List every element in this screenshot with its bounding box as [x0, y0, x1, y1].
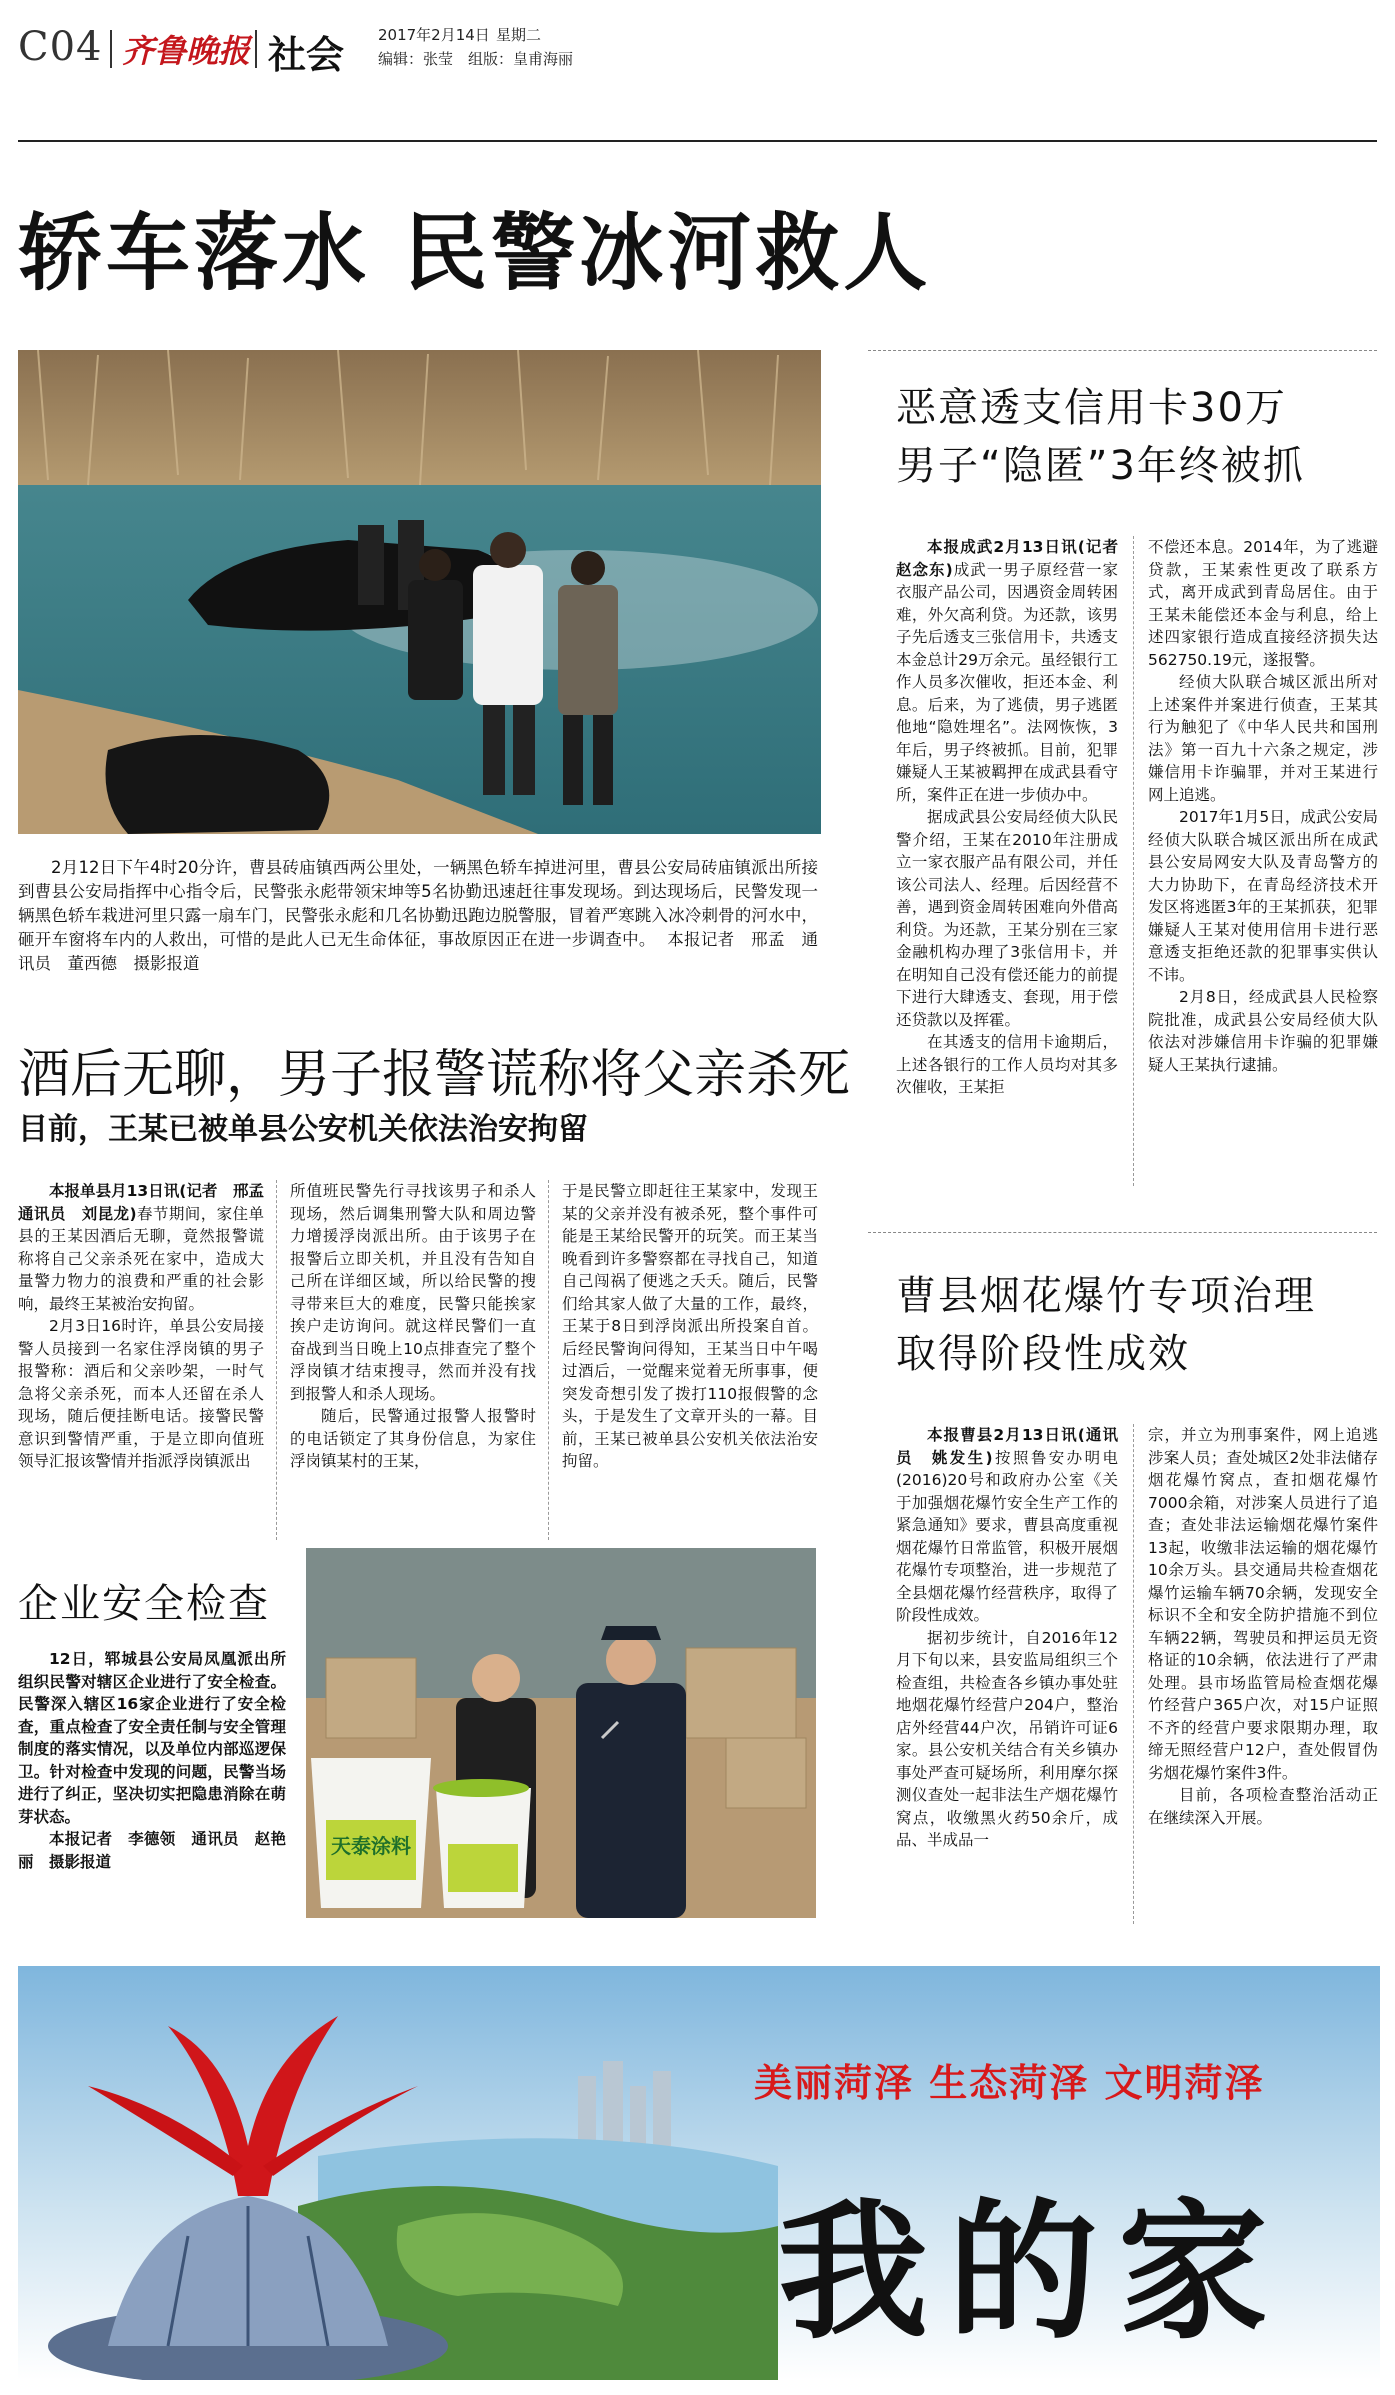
fireworks-column-2 [1148, 1424, 1378, 1829]
credit-card-col2-para3: 2017年1月5日，成武公安局经侦大队联合城区派出所在成武县公安局网安大队及青岛警方的大力协助下，在青岛经济技术开发区将逃匿3年的王某抓获，犯罪嫌疑人王某对使用信用卡进行恶意透支拒绝还款的犯罪事实供认不讳。 [1148, 808, 1378, 984]
fireworks-col2-para1: 宗，并立为刑事案件，网上追逃涉案人员；查处城区2处非法储存烟花爆竹窝点，查扣烟花爆竹7000余箱，对涉案人员进行了追查；查处非法运输烟花爆竹案件13起，收缴非法运输的烟花爆竹10余万头。县交通局共检查烟花爆竹运输车辆70余辆，发现安全标识不全和安全防护措施不到位车辆22辆，驾驶员和押运员无资格证的10余辆，依法进行了严肃处理。县市场监管局检查烟花爆竹经营户365户次，对15户证照不齐的经营户要求限期办理，取缔无照经营户12户，查处假冒伪劣烟花爆竹案件3件。 [1148, 1426, 1378, 1782]
false-report-col1-para2: 2月3日16时许，单县公安局接警人员接到一名家住浮岗镇的男子报警称：酒后和父亲吵架，一时气急将父亲杀死，而本人还留在杀人现场，随后便挂断电话。接警民警意识到警情严重，于是立即向值班领导汇报该警情并指派浮岗镇派出 [18, 1317, 264, 1470]
credit-card-col1-para2: 据成武县公安局经侦大队民警介绍，王某在2010年注册成立一家衣服产品有限公司，并任该公司法人、经理。后因经营不善，遇到资金周转困难向外借高利贷。为还款，王某分别在三家金融机构办理了3张信用卡，并在明知自己没有偿还能力的前提下进行大肆透支、套现，用于偿还贷款以及挥霍。 [896, 808, 1118, 1029]
story-divider [868, 1232, 1377, 1233]
header-divider [255, 30, 257, 68]
false-report-col1-para1: 春节期间，家住单县的王某因酒后无聊，竟然报警谎称将自己父亲杀死在家中，造成大量警力物力的浪费和严重的社会影响，最终王某被治安拘留。 [18, 1204, 264, 1313]
header-divider [110, 30, 112, 68]
false-report-column-3 [562, 1180, 818, 1473]
safety-headline: 企业安全检查 [18, 1581, 270, 1627]
column-rule [1133, 536, 1134, 1186]
false-report-subhead: 目前，王某已被单县公安机关依法治安拘留 [18, 1112, 588, 1147]
false-report-lead: 本报单县月13日讯(记者 邢孟 通讯员 刘昆龙) [18, 1182, 280, 1223]
bucket-label: 天泰涂料 [331, 1834, 411, 1858]
issue-weekday: 星期二 [496, 26, 542, 44]
lead-headline: 轿车落水 民警冰河救人 [18, 204, 932, 302]
credit-card-col2-para4: 2月8日，经成武县人民检察院批准，成武县公安局经侦大队依法对涉嫌信用卡诈骗的犯罪嫌疑人王某执行逮捕。 [1148, 988, 1378, 1074]
credit-card-column-2 [1148, 536, 1378, 1076]
banner-slogan: 美丽菏泽 生态菏泽 文明菏泽 [754, 2061, 1265, 2105]
fireworks-col1-para2: 据初步统计，自2016年12月下旬以来，县安监局组织三个检查组，共检查各乡镇办事处驻地烟花爆竹经营户204户，整治店外经营44户次，吊销许可证6家。县公安机关结合有关乡镇办事处严查可疑场所，利用摩尔探测仪查处一起非法生产烟花爆竹窝点，收缴黑火药50余斤，成品、半成品一 [896, 1628, 1118, 1849]
layout-credit: 组版：皇甫海丽 [468, 50, 574, 68]
photo-caption: 2月12日下午4时20分许，曹县砖庙镇西两公里处，一辆黑色轿车掉进河里，曹县公安局砖庙镇派出所接到曹县公安局指挥中心指令后，民警张永彪带领宋坤等5名协勤迅速赶往事发现场。到达现场后，民警发现一辆黑色轿车栽进河里只露一扇车门，民警张永彪和几名协勤迅跑边脱警服，冒着严寒跳入冰冷刺骨的河水中，砸开车窗将车内的人救出，可惜的是此人已无生命体征，事故原因正在进一步调查中。 [18, 858, 818, 949]
false-report-column-2 [290, 1180, 536, 1473]
page-number: C04 [18, 24, 103, 70]
credit-card-col2-para2: 经侦大队联合城区派出所对上述案件并案进行侦查，王某其行为触犯了《中华人民共和国刑法》第一百九十六条之规定，涉嫌信用卡诈骗罪，并对王某进行网上追逃。 [1148, 673, 1378, 804]
column-rule [1133, 1424, 1134, 1924]
column-rule [548, 1180, 549, 1540]
credit-card-col1-para3: 在其透支的信用卡逾期后，上述各银行的工作人员均对其多次催收，王某拒 [896, 1033, 1118, 1096]
safety-check-photo [306, 1548, 816, 1918]
safety-body: 12日，郓城县公安局凤凰派出所组织民警对辖区企业进行了安全检查。民警深入辖区16家企业进行了安全检查，重点检查了安全责任制与安全管理制度的落实情况，以及单位内部巡逻保卫。针对检查中发现的问题，民警当场进行了纠正，坚决切实把隐患消除在萌芽状态。 [18, 1650, 286, 1826]
issue-date: 2017年2月14日 [378, 26, 490, 44]
false-report-col2-para2: 随后，民警通过报警人报警时的电话锁定了其身份信息，为家住浮岗镇某村的王某， [290, 1407, 536, 1470]
fireworks-lead: 本报曹县2月13日讯(通讯员 姚发生) [896, 1426, 1118, 1467]
credit-card-title-line2: 男子“隐匿”3年终被抓 [896, 443, 1305, 489]
credit-card-column-1 [896, 536, 1134, 1099]
fireworks-col1-para1: 按照鲁安办明电(2016)20号和政府办公室《关于加强烟花爆竹安全生产工作的紧急通知》要求，曹县高度重视烟花爆竹日常监管，积极开展烟花爆竹专项整治，进一步规范了全县烟花爆竹经营秩序，取得了阶段性成效。 [896, 1448, 1118, 1624]
false-report-column-1 [18, 1180, 280, 1473]
story-divider [868, 350, 1377, 351]
credit-card-lead: 本报成武2月13日讯(记者 赵念东) [896, 538, 1134, 579]
section-title: 社会 [268, 33, 345, 77]
city-banner-ad [18, 1966, 1380, 2380]
column-rule [276, 1180, 277, 1540]
safety-body-column [18, 1648, 286, 1873]
header-rule [18, 140, 1377, 142]
fireworks-col2-para2: 目前，各项检查整治活动正在继续深入开展。 [1148, 1786, 1378, 1827]
fireworks-title-line1: 曹县烟花爆竹专项治理 [896, 1273, 1316, 1319]
fireworks-title-line2: 取得阶段性成效 [896, 1331, 1190, 1377]
credit-card-col2-para1: 不偿还本息。2014年，为了逃避贷款，王某索性更改了联系方式，离开成武到青岛居住。由于王某未能偿还本金与利息，给上述四家银行造成直接经济损失达562750.19元，遂报警。 [1148, 538, 1378, 669]
editor-credit: 编辑：张莹 [378, 50, 454, 68]
fireworks-column-1 [896, 1424, 1118, 1852]
car-rescue-photo [18, 350, 821, 834]
car-rescue-illustration [18, 350, 821, 834]
false-report-headline: 酒后无聊，男子报警谎称将父亲杀死 [18, 1045, 851, 1105]
newspaper-logo: 齐鲁晚报 [122, 32, 251, 70]
banner-big-text: 我的家 [778, 2184, 1289, 2360]
false-report-col2-para1: 所值班民警先行寻找该男子和杀人现场，然后调集刑警大队和周边警力增援浮岗派出所。由于该男子在报警后立即关机，并且没有告知自己所在详细区域，所以给民警的搜寻带来巨大的难度，民警只能挨家挨户走访询问。就这样民警们一直奋战到当日晚上10点排查完了整个浮岗镇才结束搜寻，然而并没有找到报警人和杀人现场。 [290, 1182, 536, 1403]
credit-card-title-line1: 恶意透支信用卡30万 [896, 385, 1287, 431]
photo-credit: 本报记者 邢孟 通讯员 董西德 摄影报道 [18, 930, 819, 973]
false-report-col3-para1: 于是民警立即赶往王某家中，发现王某的父亲并没有被杀死，整个事件可能是王某给民警开的玩笑。而王某当晚看到许多警察都在寻找自己，知道自己闯祸了便逃之夭夭。随后，民警们给其家人做了大量的工作，最终，王某于8日到浮岗派出所投案自首。后经民警询问得知，王某当日中午喝过酒后，一觉醒来觉着无所事事，便突发奇想引发了拨打110报假警的念头，于是发生了文章开头的一幕。目前，王某已被单县公安机关依法治安拘留。 [562, 1182, 818, 1470]
safety-check-illustration [306, 1548, 816, 1918]
credit-card-col1-para1: 成武一男子原经营一家衣服产品公司，因遇资金周转困难，外欠高利贷。为还款，该男子先后透支三张信用卡，共透支本金总计29万余元。虽经银行工作人员多次催收，拒还本金、利息。后来，为了逃债，男子逃匿他地“隐姓埋名”。法网恢恢，3年后，男子终被抓。目前，犯罪嫌疑人王某被羁押在成武县看守所，案件正在进一步侦办中。 [896, 560, 1118, 804]
safety-credit: 本报记者 李德领 通讯员 赵艳丽 摄影报道 [18, 1830, 286, 1871]
